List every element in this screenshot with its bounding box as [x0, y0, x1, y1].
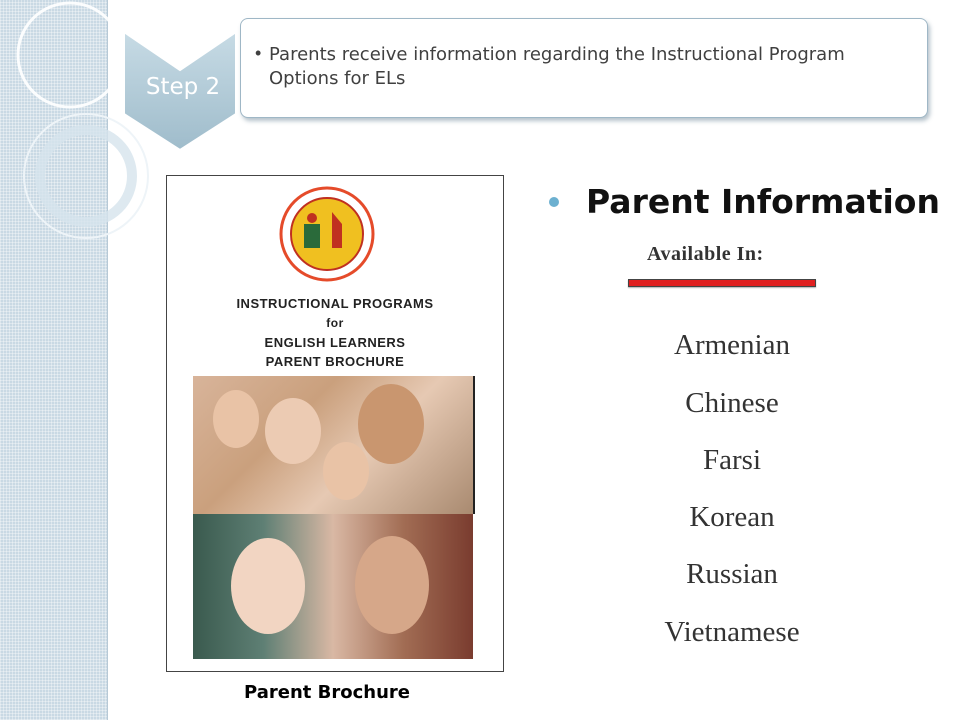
step-description-box	[240, 18, 928, 118]
language-item: Farsi	[703, 444, 761, 476]
brochure-title-line-2: for	[326, 316, 344, 330]
language-item: Chinese	[685, 387, 779, 419]
bullet-icon: •	[255, 43, 262, 63]
step-label: Step 2	[145, 74, 221, 100]
teen-photo	[193, 514, 473, 659]
bullet-icon	[549, 197, 559, 207]
available-in-label: Available In:	[647, 243, 764, 265]
brochure-caption: Parent Brochure	[244, 682, 410, 703]
parent-information-heading: Parent Information	[586, 182, 940, 221]
parent-brochure-image	[166, 175, 504, 672]
step-description: Parents receive information regarding the Instructional Program Options for ELs	[269, 44, 845, 89]
language-item: Armenian	[674, 329, 790, 361]
language-item: Vietnamese	[664, 616, 800, 648]
school-district-seal	[262, 184, 392, 284]
brochure-title-line-1: INSTRUCTIONAL PROGRAMS	[236, 296, 434, 311]
language-item: Russian	[686, 558, 778, 590]
language-item: Korean	[689, 501, 775, 533]
brochure-title-line-3: ENGLISH LEARNERS	[264, 335, 406, 350]
brochure-title-line-4: PARENT BROCHURE	[265, 354, 405, 369]
red-divider	[628, 279, 816, 287]
family-photo	[193, 376, 475, 514]
